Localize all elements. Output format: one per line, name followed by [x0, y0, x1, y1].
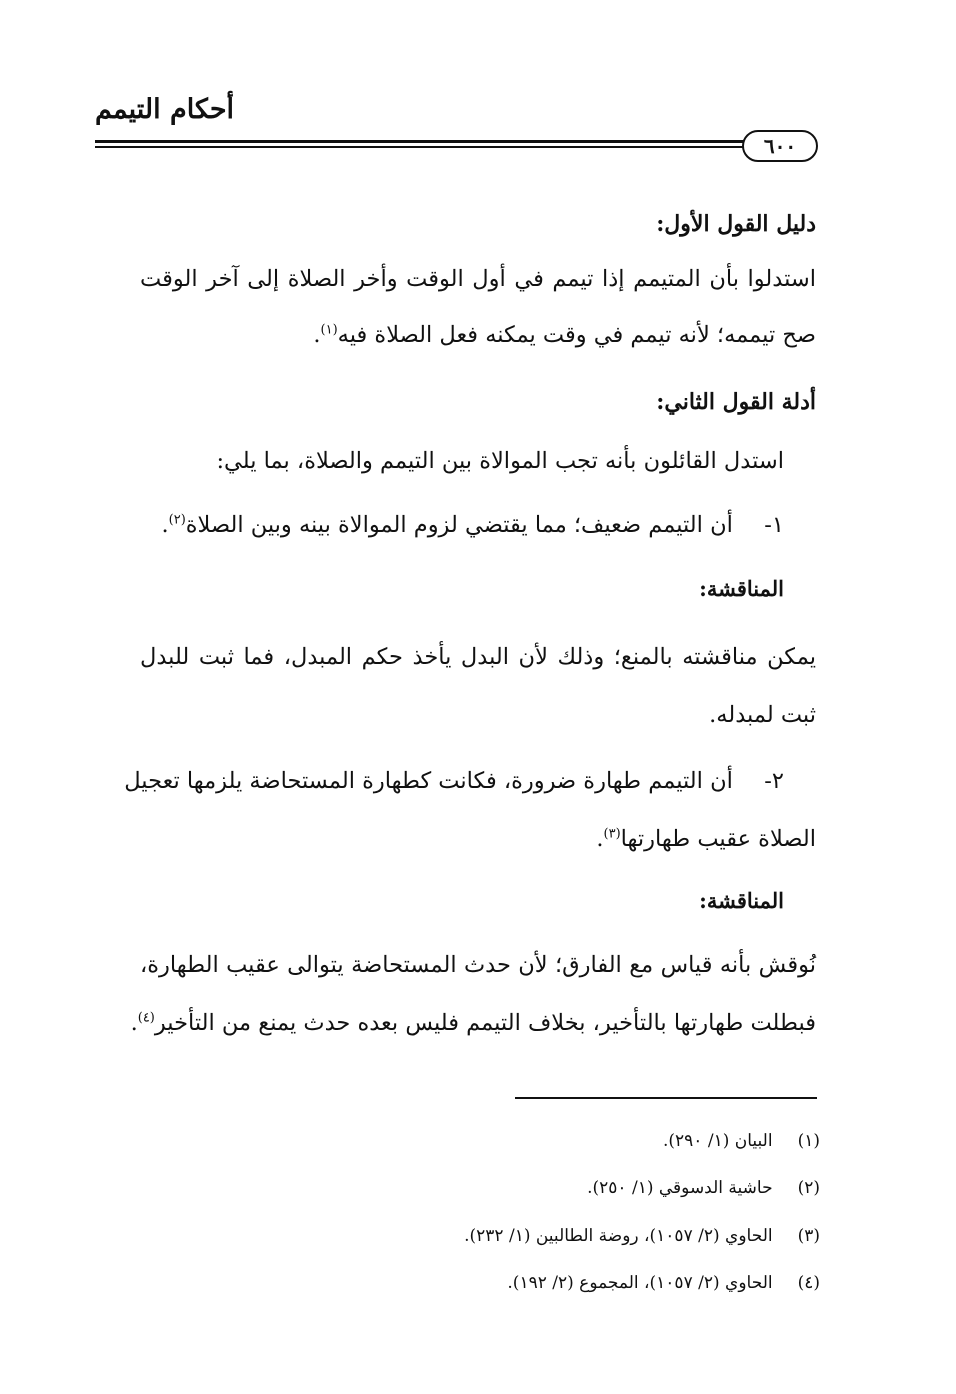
paragraph-line: الصلاة عقيب طهارتها$^{(٣)}$. [596, 826, 816, 852]
discussion-heading: المناقشة: [699, 888, 784, 913]
running-title: أحكام التيمم [95, 94, 235, 125]
list-item-number: ١- [764, 512, 784, 538]
discussion-heading: المناقشة: [699, 576, 784, 601]
paragraph-line: استدلوا بأن المتيمم إذا تيمم في أول الوقت وأخر الصلاة إلى آخر الوقت [140, 266, 816, 292]
page-number [742, 130, 818, 162]
footnote-ref: (٢) [168, 512, 186, 528]
paragraph-line: نُوقش بأنه قياس مع الفارق؛ لأن حدث المستحاضة يتوالى عقيب الطهارة، [140, 952, 816, 978]
footnote-separator [515, 1097, 817, 1099]
page-number-text: ٦٠٠ [763, 134, 797, 158]
header-rule [95, 140, 817, 143]
paragraph-line: ثبت لمبدله. [709, 702, 816, 728]
header-rule-thin [95, 146, 817, 148]
footnote: (٣) الحاوي (٢/ ١٠٥٧)، روضة الطالبين (١/ ٢٣٢). [464, 1226, 820, 1246]
footnote: (٢) حاشية الدسوقي (١/ ٢٥٠). [587, 1178, 820, 1198]
footnote-ref: (١) [320, 322, 338, 338]
footnote: (١) البيان (١/ ٢٩٠). [662, 1131, 820, 1151]
paragraph-line: صح تيممه؛ لأنه تيمم في وقت يمكنه فعل الصلاة فيه$^{(١)}$. [313, 322, 816, 348]
list-item: ١- أن التيمم ضعيف؛ مما يقتضي لزوم الموالاة بينه وبين الصلاة$^{(٢)}$. [161, 508, 784, 542]
footnote-ref: (٣) [603, 826, 621, 842]
list-item: ٢- أن التيمم طهارة ضرورة، فكانت كطهارة المستحاضة يلزمها تعجيل [140, 764, 784, 798]
paragraph-line: استدل القائلون بأنه تجب الموالاة بين التيمم والصلاة، بما يلي: [216, 448, 784, 474]
section-heading-second-opinion: أدلة القول الثاني: [656, 389, 816, 415]
footnote: (٤) الحاوي (٢/ ١٠٥٧)، المجموع (٢/ ١٩٢). [507, 1273, 820, 1293]
paragraph-line: يمكن مناقشته بالمنع؛ وذلك لأن البدل يأخذ حكم المبدل، فما ثبت للبدل [140, 644, 816, 670]
paragraph-line: فبطلت طهارتها بالتأخير، بخلاف التيمم فليس بعده حدث يمنع من التأخير$^{(٤)}$. [130, 1010, 816, 1036]
footnote-ref: (٤) [137, 1010, 155, 1026]
section-heading-first-opinion: دليل القول الأول: [656, 211, 816, 237]
list-item-number: ٢- [764, 768, 784, 794]
